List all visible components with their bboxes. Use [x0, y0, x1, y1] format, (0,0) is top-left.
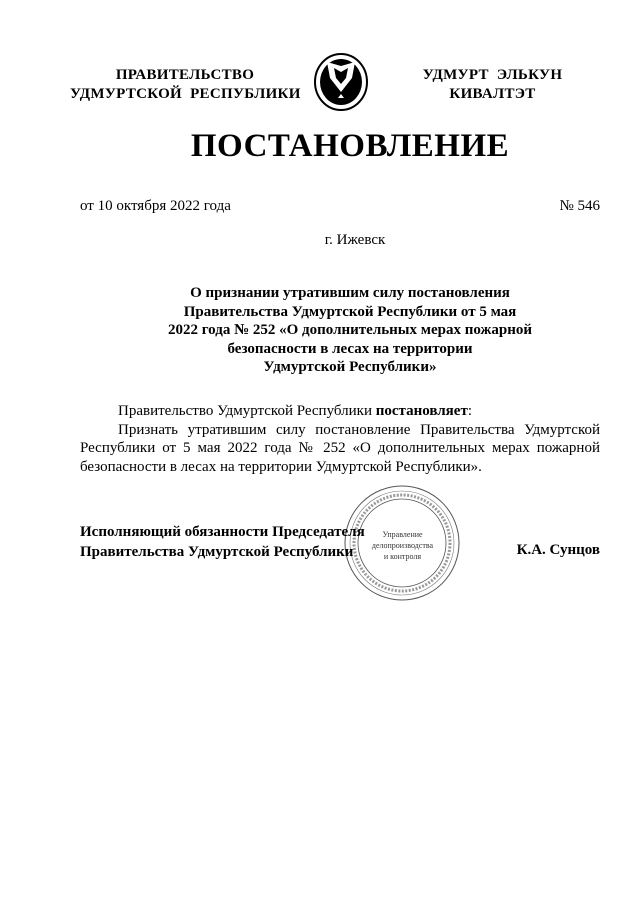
- signatory-name: К.А. Сунцов: [516, 542, 600, 558]
- position-line: Исполняющий обязанности Председателя: [80, 524, 365, 540]
- header-right-line: КИВАЛТЭТ: [449, 86, 536, 102]
- document-number: № 546: [559, 198, 600, 214]
- stamp-line: Управление: [382, 530, 423, 539]
- header-right-line: УДМУРТ ЭЛЬКУН: [422, 67, 563, 83]
- document-heading: [130, 284, 570, 377]
- header-left-line: ПРАВИТЕЛЬСТВО: [115, 67, 255, 83]
- body-intro: [80, 402, 600, 421]
- signature-position: [80, 523, 365, 562]
- header-right: [400, 66, 585, 104]
- heading-line: Удмуртской Республики»: [263, 359, 437, 375]
- intro-end: :: [467, 403, 472, 419]
- document-type-title: ПОСТАНОВЛЕНИЕ: [190, 128, 510, 164]
- stamp-line: и контроля: [383, 552, 422, 561]
- heading-line: безопасности в лесах на территории: [227, 340, 473, 357]
- city: г. Ижевск: [324, 232, 386, 248]
- header-left-line: УДМУРТСКОЙ РЕСПУБЛИКИ: [70, 86, 301, 102]
- heading-line: О признании утратившим силу постановления: [190, 285, 510, 301]
- heading-line: 2022 года № 252 «О дополнительных мерах пожарной: [167, 322, 533, 338]
- stamp-line: делопроизводства: [371, 541, 434, 550]
- coat-of-arms-emblem: [312, 52, 370, 112]
- intro-bold: постановляет: [375, 403, 468, 419]
- heading-line: Правительства Удмуртской Республики от 5 мая: [183, 303, 517, 320]
- body-paragraph: Признать утратившим силу постановление Правительства Удмуртской Республики от 5 мая 2022 года № 252 «О дополнительных мерах пожарной безопасности в лесах на территории Удмуртской Республики».: [80, 421, 600, 475]
- intro-text: Правительство Удмуртской Республики: [118, 403, 376, 419]
- header-left: [70, 66, 300, 104]
- stamp-text: [360, 529, 445, 562]
- document-body: [80, 402, 600, 476]
- document-date: от 10 октября 2022 года: [80, 198, 231, 214]
- position-line: Правительства Удмуртской Республики: [80, 543, 354, 560]
